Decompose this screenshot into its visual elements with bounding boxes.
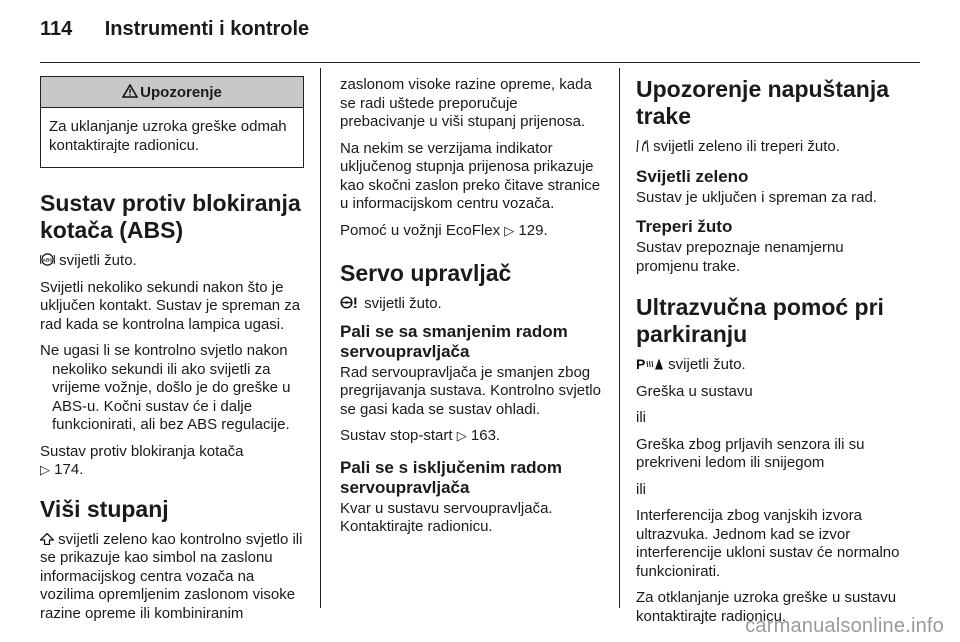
stop-start-reference-text: Sustav stop-start — [340, 427, 453, 444]
abs-reference-text: Sustav protiv blokiranja kotača — [40, 442, 244, 460]
ecoflex-reference-page: 129. — [518, 221, 548, 239]
stop-start-reference — [340, 427, 602, 446]
warning-title: Upozorenje — [140, 84, 222, 101]
warning-box — [40, 76, 304, 168]
upshift-note: Na nekim se verzijama indikator uključenog stupnja prijenosa prikazuje kao skočni zaslon preko čitave stranice u informacijskom centru vozača. — [340, 139, 601, 212]
servo-disabled-text: Kvar u sustavu servoupravljača. Kontaktirajte radionicu. — [340, 499, 553, 535]
servo-heading: Servo upravljač — [340, 260, 512, 286]
watermark: carmanualsonline.info — [745, 615, 944, 637]
lane-yellow-heading: Treperi žuto — [636, 217, 733, 236]
parking-sensor-icon — [636, 357, 664, 371]
stop-start-reference-page: 163. — [470, 427, 501, 444]
park-line-6: Za otklanjanje uzroka greške u sustavu kontaktirajte radionicu. — [636, 589, 897, 625]
page-ref-arrow-icon: ▷ — [504, 222, 515, 238]
lane-heading: Upozorenje napuštanja trake — [636, 76, 890, 129]
warning-triangle-icon — [122, 84, 138, 98]
ecoflex-reference-text: Pomoć u vožnji EcoFlex — [340, 221, 501, 239]
servo-indicator-line — [340, 295, 602, 314]
upshift-continued: zaslonom visoke razine opreme, kada se radi uštede preporučuje prebacivanje u viši stupanj prijenosa. — [340, 76, 592, 130]
abs-indicator-text: svijetli žuto. — [59, 252, 137, 269]
page-ref-arrow-icon: ▷ — [40, 462, 50, 477]
column-3 — [636, 76, 902, 634]
lane-green-text: Sustav je uključen i spreman za rad. — [636, 188, 877, 206]
steering-wheel-warning-icon — [340, 296, 360, 309]
lane-departure-icon — [636, 139, 649, 153]
column-divider — [619, 68, 620, 608]
abs-icon — [40, 253, 55, 266]
svg-text:P: P — [636, 357, 646, 371]
lane-yellow-text: Sustav prepoznaje nenamjernu promjenu trake. — [636, 239, 844, 275]
park-indicator-text: svijetli žuto. — [668, 356, 746, 373]
servo-disabled-heading: Pali se s isključenim radom servoupravljača — [340, 457, 563, 497]
column-1 — [40, 76, 304, 631]
page-ref-arrow-icon: ▷ — [456, 428, 467, 443]
warning-text: Za uklanjanje uzroka greške odmah kontaktirajte radionicu. — [49, 118, 287, 154]
warning-header — [41, 77, 303, 108]
upshift-paragraph — [40, 531, 304, 624]
park-heading: Ultrazvučna pomoć pri parkiranju — [636, 294, 884, 347]
upshift-text: svijetli zeleno kao kontrolno svjetlo ili se prikazuje kao simbol na zaslonu informacijskog centra vozača na vozilima opremljenim zaslonom visoke razine opreme ili kombiniranim — [40, 530, 303, 622]
lane-green-heading: Svijetli zeleno — [636, 166, 749, 186]
upshift-arrow-icon — [40, 533, 54, 545]
park-line-4: ili — [636, 480, 646, 498]
park-line-5: Interferencija zbog vanjskih izvora ultrazvuka. Jednom kad se izvor interferencije ukloni sustav će normalno funkcionirati. — [636, 507, 900, 580]
abs-reference-page: 174. — [54, 461, 84, 478]
page-header — [40, 18, 309, 48]
upshift-heading: Viši stupanj — [40, 495, 169, 522]
page-title: Instrumenti i kontrole — [104, 18, 310, 40]
park-line-1: Greška u sustavu — [636, 382, 753, 400]
abs-indicator-line — [40, 252, 304, 271]
servo-reduced-heading: Pali se sa smanjenim radom servoupravljača — [340, 321, 568, 361]
ecoflex-reference — [340, 222, 602, 241]
park-indicator-line — [636, 356, 902, 375]
abs-paragraph-2: Ne ugasi li se kontrolno svjetlo nakon nekoliko sekundi ili ako svijetli za vrijeme vožnje, došlo je do greške u ABS-u. Kočni sustav će i dalje funkcionirati, ali bez ABS regulacije. — [40, 342, 291, 433]
servo-reduced-text: Rad servoupravljača je smanjen zbog pregrijavanja sustava. Kontrolno svjetlo se gasi kada se sustav ohladi. — [340, 363, 601, 418]
header-divider — [40, 62, 920, 63]
lane-indicator-text: svijetli zeleno ili treperi žuto. — [653, 138, 840, 155]
park-line-2: ili — [636, 409, 646, 426]
column-divider — [320, 68, 321, 608]
lane-indicator-line — [636, 138, 902, 157]
abs-reference — [40, 443, 304, 480]
park-line-3: Greška zbog prljavih senzora ili su prekriveni ledom ili snijegom — [636, 435, 865, 471]
abs-paragraph-1: Svijetli nekoliko sekundi nakon što je uključen kontakt. Sustav je spreman za rad kada se kontrolna lampica ugasi. — [40, 278, 301, 333]
page-number: 114 — [40, 18, 73, 40]
svg-text:ABS: ABS — [42, 257, 53, 263]
servo-indicator-text: svijetli žuto. — [364, 295, 442, 312]
abs-heading: Sustav protiv blokiranja kotača (ABS) — [40, 190, 301, 243]
column-2 — [340, 76, 602, 545]
